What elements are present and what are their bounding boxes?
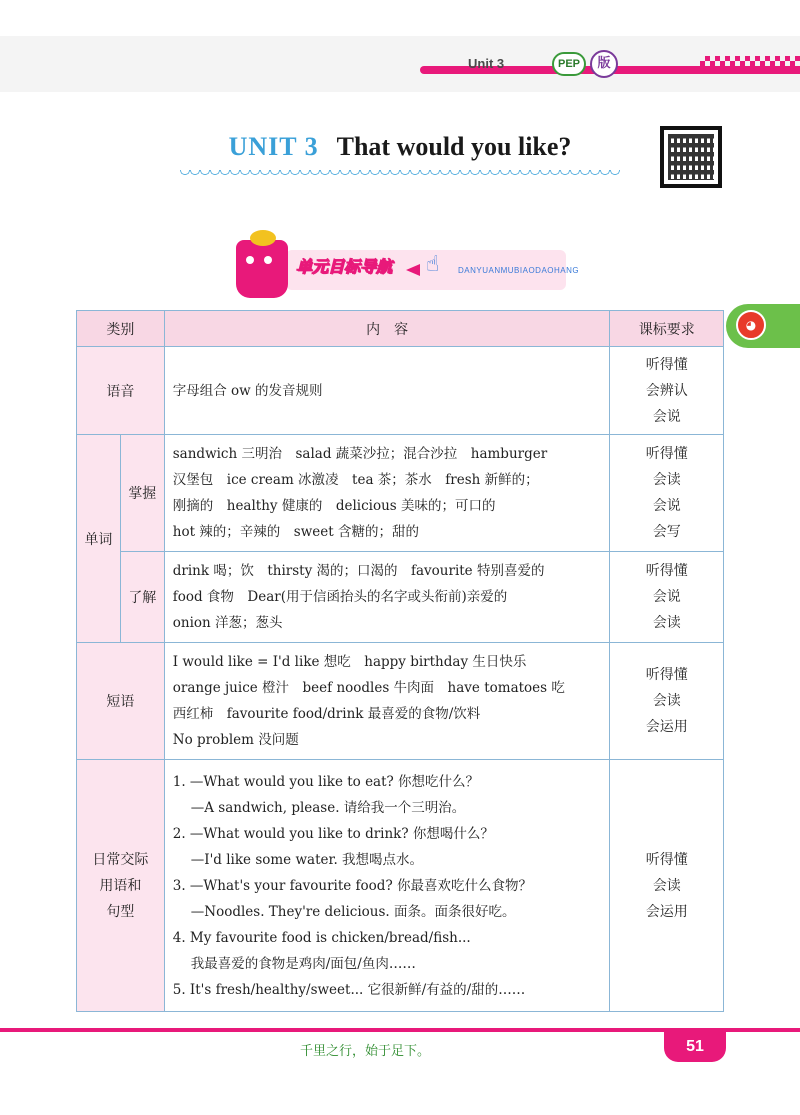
content-line: onion 洋葱；葱头: [172, 615, 283, 631]
banner-title: 单元目标导航: [296, 257, 393, 276]
table-row-phonetics: [77, 347, 724, 435]
table-header-row: [77, 311, 724, 347]
requirement-item: 听得懂: [645, 356, 688, 373]
content-line: 字母组合 ow 的发音规则: [172, 382, 323, 399]
requirement-item: 听得懂: [645, 851, 688, 868]
table-row-vocab-master: [77, 435, 724, 552]
header-category: 类别: [77, 311, 165, 347]
table-row-phrases: [77, 643, 724, 760]
header-requirements: 课标要求: [610, 311, 724, 347]
qr-code-icon[interactable]: [660, 126, 722, 188]
content-line: I would like = I'd like 想吃 happy birthday 生日快乐: [172, 654, 527, 670]
footer-motto: 千里之行，始于足下。: [300, 1044, 431, 1059]
requirement-item: 会说: [652, 408, 681, 425]
banner-pinyin: DANYUANMUBIAODAOHANG: [458, 266, 580, 275]
requirements-phonetics: [610, 347, 724, 435]
requirement-item: 会写: [652, 524, 681, 540]
pep-badge: PEP: [552, 52, 586, 76]
content-line: 刚摘的 healthy 健康的 delicious 美味的；可口的: [172, 498, 496, 514]
requirement-item: 听得懂: [645, 563, 688, 579]
sentence-line: 1. —What would you like to eat? 你想吃什么？: [172, 773, 480, 790]
requirement-item: 会读: [652, 693, 681, 709]
content-vocab-master: [164, 435, 610, 552]
sentence-line: 3. —What's your favourite food? 你最喜欢吃什么食物？: [172, 877, 532, 894]
content-phrases: [164, 643, 610, 760]
requirements-vocab-understand: [610, 552, 724, 643]
requirement-item: 会读: [652, 472, 681, 488]
sentence-line: —Noodles. They're delicious. 面条。面条很好吃。: [190, 903, 516, 920]
content-line: sandwich 三明治 salad 蔬菜沙拉；混合沙拉 hamburger: [172, 446, 548, 462]
requirements-sentences: [610, 760, 724, 1012]
subcategory-understand: 了解: [120, 552, 164, 643]
table-row-vocab-understand: [77, 552, 724, 643]
requirements-phrases: [610, 643, 724, 760]
content-line: hot 辣的；辛辣的 sweet 含糖的；甜的: [172, 524, 419, 540]
requirement-item: 会运用: [645, 719, 688, 735]
content-line: orange juice 橙汁 beef noodles 牛肉面 have tomatoes 吃: [172, 680, 565, 696]
sentence-line: 4. My favourite food is chicken/bread/fish...: [172, 929, 471, 946]
requirement-item: 会读: [652, 615, 681, 631]
pointing-hand-icon: ☝: [426, 252, 440, 277]
sentence-line: —A sandwich, please. 请给我一个三明治。: [190, 799, 466, 816]
unit-goals-table: [76, 310, 724, 1012]
category-sentences: [77, 760, 165, 1012]
content-line: food 食物 Dear(用于信函抬头的名字或头衔前)亲爱的: [172, 589, 508, 605]
title-wave-divider: [180, 170, 620, 178]
checker-pattern: [700, 56, 800, 70]
requirement-item: 会说: [652, 589, 681, 605]
unit-title: That would you like?: [336, 132, 572, 161]
category-line: 日常交际: [92, 851, 149, 868]
header-unit-label: Unit 3: [468, 56, 505, 71]
edition-badge: 版: [590, 50, 618, 78]
sentence-line: —I'd like some water. 我想喝点水。: [190, 851, 424, 868]
unit-number: UNIT 3: [228, 132, 319, 161]
header-band: [0, 36, 800, 92]
section-banner: [236, 240, 580, 302]
subcategory-master: 掌握: [120, 435, 164, 552]
page-number: 51: [664, 1032, 726, 1062]
content-line: drink 喝；饮 thirsty 渴的；口渴的 favourite 特别喜爱的: [172, 563, 545, 579]
category-line: 用语和: [99, 877, 142, 894]
table-row-sentences: [77, 760, 724, 1012]
sentence-line: 2. —What would you like to drink? 你想喝什么？: [172, 825, 494, 842]
content-sentences: [164, 760, 610, 1012]
content-phonetics: [164, 347, 610, 435]
mascot-icon: [236, 240, 288, 298]
category-phrases: 短语: [77, 643, 165, 760]
category-line: 句型: [106, 903, 135, 920]
arrow-icon: [406, 264, 420, 276]
requirement-item: 会说: [652, 498, 681, 514]
requirement-item: 听得懂: [645, 667, 688, 683]
content-line: 汉堡包 ice cream 冰激凌 tea 茶；茶水 fresh 新鲜的；: [172, 472, 539, 488]
header-content: 内 容: [164, 311, 610, 347]
requirements-vocab-master: [610, 435, 724, 552]
requirement-item: 会运用: [645, 903, 688, 920]
sentence-line: 我最喜爱的食物是鸡肉/面包/鱼肉……: [190, 955, 416, 972]
sentence-line: 5. It's fresh/healthy/sweet... 它很新鲜/有益的/甜的……: [172, 981, 526, 998]
requirement-item: 会读: [652, 877, 681, 894]
requirement-item: 会辨认: [645, 382, 688, 399]
fox-face-icon: ◕: [736, 310, 766, 340]
content-vocab-understand: [164, 552, 610, 643]
category-phonetics: 语音: [77, 347, 165, 435]
content-line: No problem 没问题: [172, 732, 299, 748]
content-line: 西红柿 favourite food/drink 最喜爱的食物/饮料: [172, 706, 481, 722]
category-vocab: 单词: [77, 435, 121, 643]
requirement-item: 听得懂: [645, 446, 688, 462]
